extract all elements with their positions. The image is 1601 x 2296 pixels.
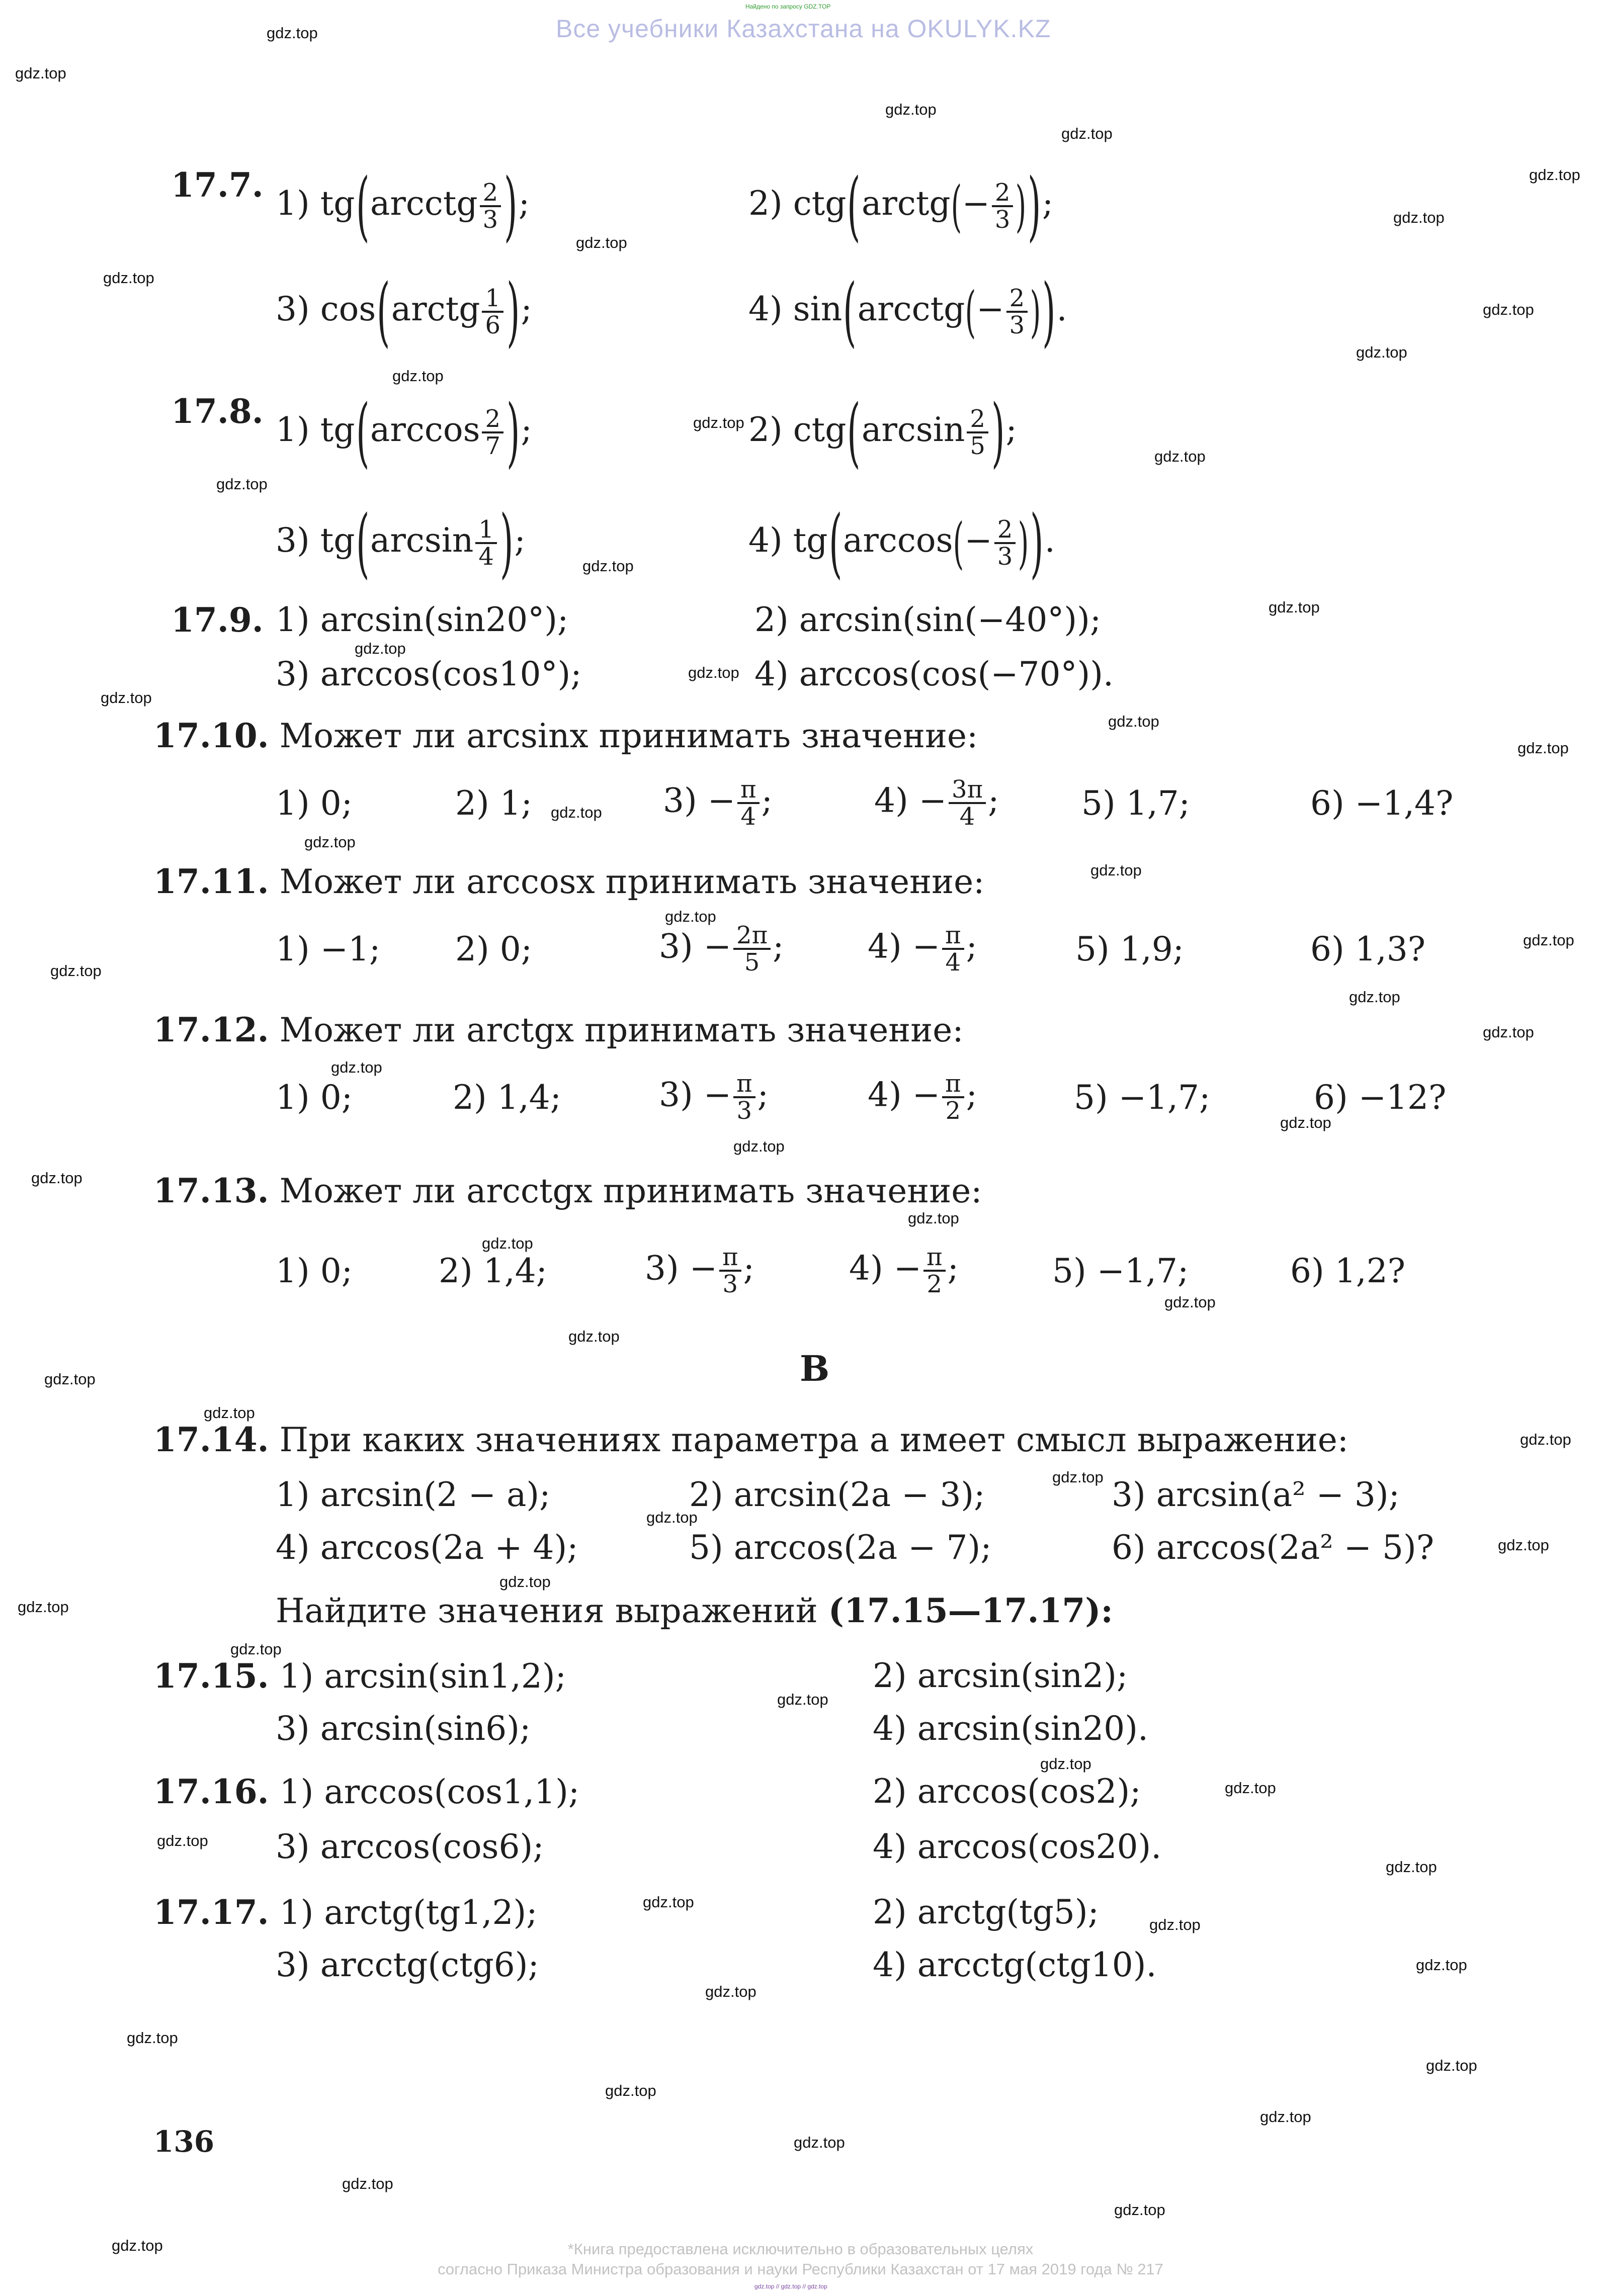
header-source-note: Найдено по запросу GDZ.TOP <box>745 3 831 10</box>
exercise-17-13-option-4: 4) − $\frac{\pi}{2}$ ; <box>849 1243 959 1299</box>
footer-source-links[interactable]: gdz.top // gdz.top // gdz.top <box>754 2283 827 2290</box>
watermark: gdz.top <box>665 908 716 925</box>
watermark: gdz.top <box>267 24 318 42</box>
exercise-17-10-option-4: 4) − $\frac{3\pi}{4}$ ; <box>874 775 999 831</box>
exercise-17-8-item-2: 2) ctg(arcsin $\frac{2}{5}$ ); <box>748 389 1017 476</box>
exercise-17-15-item-4: 4) arcsin(sin20). <box>873 1709 1149 1748</box>
watermark: gdz.top <box>568 1328 620 1345</box>
exercise-17-8-number: 17.8. <box>171 392 264 431</box>
watermark: gdz.top <box>1052 1468 1104 1486</box>
exercise-17-9-item-4: 4) arccos(cos(−70°)). <box>754 655 1114 693</box>
exercise-17-10-option-3: 3) − $\frac{\pi}{4}$ ; <box>663 775 773 831</box>
watermark: gdz.top <box>127 2029 178 2047</box>
exercise-17-8-item-1: 1) tg(arccos $\frac{2}{7}$ ); <box>276 389 532 476</box>
exercise-17-13-option-6: 6) 1,2? <box>1290 1252 1406 1290</box>
watermark: gdz.top <box>342 2175 393 2192</box>
watermark: gdz.top <box>1280 1114 1331 1131</box>
watermark: gdz.top <box>44 1370 96 1388</box>
watermark: gdz.top <box>1225 1779 1276 1797</box>
exercise-17-15-item-3: 3) arcsin(sin6); <box>276 1709 531 1748</box>
footer-note-line-1: *Книга предоставлена исключительно в образовательных целях <box>567 2240 1034 2258</box>
exercise-17-10-option-5: 5) 1,7; <box>1081 784 1190 823</box>
exercise-17-13-option-3: 3) − $\frac{\pi}{3}$ ; <box>645 1243 754 1299</box>
watermark: gdz.top <box>1040 1755 1091 1773</box>
exercise-17-16-item-1: 17.16. 1) arccos(cos1,1); <box>153 1772 580 1811</box>
watermark: gdz.top <box>101 689 152 707</box>
exercise-17-13-option-1: 1) 0; <box>276 1252 353 1290</box>
exercise-17-9-item-2: 2) arcsin(sin(−40°)); <box>754 600 1102 639</box>
watermark: gdz.top <box>908 1209 959 1227</box>
watermark: gdz.top <box>1416 1956 1467 1974</box>
exercise-17-13-question: 17.13. Может ли arcctgx принимать значение: <box>153 1171 982 1210</box>
watermark: gdz.top <box>304 833 356 851</box>
watermark: gdz.top <box>1114 2201 1165 2219</box>
exercise-17-9-item-1: 1) arcsin(sin20°); <box>276 600 569 639</box>
watermark: gdz.top <box>157 1832 208 1849</box>
exercise-17-14-item-2: 2) arcsin(2a − 3); <box>689 1475 985 1514</box>
watermark: gdz.top <box>1393 209 1445 226</box>
exercise-17-11-option-6: 6) 1,3? <box>1310 930 1426 968</box>
exercise-17-8-item-3: 3) tg(arcsin $\frac{1}{4}$ ); <box>276 499 526 587</box>
exercise-17-13-option-2: 2) 1,4; <box>439 1252 547 1290</box>
exercise-17-12-question: 17.12. Может ли arctgx принимать значение: <box>153 1010 964 1049</box>
watermark: gdz.top <box>1349 988 1400 1006</box>
watermark: gdz.top <box>1498 1536 1549 1554</box>
exercise-17-12-option-1: 1) 0; <box>276 1078 353 1117</box>
watermark: gdz.top <box>1483 301 1534 318</box>
exercise-17-14-item-5: 5) arccos(2a − 7); <box>689 1528 992 1567</box>
exercise-17-14-item-1: 1) arcsin(2 − a); <box>276 1475 551 1514</box>
exercise-17-14-item-3: 3) arcsin(a² − 3); <box>1112 1475 1400 1514</box>
exercise-17-12-option-4: 4) − $\frac{\pi}{2}$ ; <box>868 1070 977 1125</box>
exercise-17-14-question: 17.14. При каких значениях параметра a имеет смысл выражение: <box>153 1420 1349 1459</box>
exercise-17-7-item-3: 3) cos(arctg $\frac{1}{6}$ ); <box>276 268 532 356</box>
exercise-17-17-item-4: 4) arcctg(ctg10). <box>873 1946 1157 1984</box>
watermark: gdz.top <box>1108 713 1159 730</box>
exercise-17-11-question: 17.11. Может ли arccosx принимать значение: <box>153 862 985 901</box>
exercise-17-7-item-4: 4) sin(arcctg(− $\frac{2}{3}$ )). <box>748 268 1067 356</box>
watermark: gdz.top <box>643 1893 694 1911</box>
watermark: gdz.top <box>646 1509 698 1526</box>
watermark: gdz.top <box>50 962 102 980</box>
watermark: gdz.top <box>1061 125 1113 142</box>
watermark: gdz.top <box>15 64 66 82</box>
exercise-17-12-option-2: 2) 1,4; <box>453 1078 561 1117</box>
watermark: gdz.top <box>392 367 444 385</box>
exercise-17-11-option-3: 3) − $\frac{2\pi}{5}$ ; <box>659 921 784 977</box>
exercise-17-11-option-4: 4) − $\frac{\pi}{4}$ ; <box>868 921 977 977</box>
watermark: gdz.top <box>1356 343 1407 361</box>
exercise-17-16-item-2: 2) arccos(cos2); <box>873 1772 1141 1811</box>
footer-note-line-2: согласно Приказа Министра образования и науки Республики Казахстан от 17 мая 2019 года № 217 <box>438 2260 1163 2278</box>
watermark: gdz.top <box>1164 1293 1216 1311</box>
watermark: gdz.top <box>1483 1023 1534 1041</box>
watermark: gdz.top <box>230 1640 282 1658</box>
watermark: gdz.top <box>1518 739 1569 757</box>
watermark: gdz.top <box>582 557 634 575</box>
exercise-17-7-item-2: 2) ctg(arctg(− $\frac{2}{3}$ )); <box>748 162 1054 250</box>
exercise-17-9-item-3: 3) arccos(cos10°); <box>276 655 582 693</box>
watermark: gdz.top <box>777 1691 828 1708</box>
watermark: gdz.top <box>576 234 627 251</box>
watermark: gdz.top <box>216 475 268 493</box>
exercise-17-10-option-1: 1) 0; <box>276 784 353 823</box>
watermark: gdz.top <box>1426 2057 1477 2074</box>
exercise-17-9-number: 17.9. <box>171 600 264 640</box>
header-site-banner[interactable]: Все учебники Казахстана на OKULYK.KZ <box>556 15 1051 43</box>
watermark: gdz.top <box>103 269 154 287</box>
watermark: gdz.top <box>1260 2108 1311 2126</box>
exercise-17-7-item-1: 1) tg(arcctg $\frac{2}{3}$ ); <box>276 162 530 250</box>
section-heading-b: В <box>800 1348 830 1389</box>
exercise-17-15-item-1: 17.15. 1) arcsin(sin1,2); <box>153 1656 566 1696</box>
watermark: gdz.top <box>1520 1431 1571 1448</box>
watermark: gdz.top <box>1154 448 1206 465</box>
exercise-17-16-item-3: 3) arccos(cos6); <box>276 1827 544 1866</box>
exercise-17-10-question: 17.10. Может ли arcsinx принимать значение: <box>153 716 978 755</box>
watermark: gdz.top <box>693 414 744 431</box>
watermark: gdz.top <box>885 101 937 118</box>
exercise-17-11-option-5: 5) 1,9; <box>1075 930 1184 968</box>
watermark: gdz.top <box>688 664 739 681</box>
watermark: gdz.top <box>1523 931 1574 949</box>
watermark: gdz.top <box>705 1983 756 2000</box>
watermark: gdz.top <box>1269 598 1320 616</box>
exercise-17-12-option-6: 6) −12? <box>1314 1078 1447 1117</box>
exercise-17-7-number: 17.7. <box>171 165 264 205</box>
exercise-17-10-option-2: 2) 1; <box>455 784 532 823</box>
watermark: gdz.top <box>1386 1858 1437 1876</box>
exercise-17-11-option-1: 1) −1; <box>276 930 381 968</box>
watermark: gdz.top <box>551 804 602 821</box>
watermark: gdz.top <box>733 1137 785 1155</box>
exercise-17-16-item-4: 4) arccos(cos20). <box>873 1827 1162 1866</box>
exercise-17-10-option-6: 6) −1,4? <box>1310 784 1454 823</box>
instruction-line: Найдите значения выражений (17.15—17.17): <box>276 1591 1113 1630</box>
exercise-17-13-option-5: 5) −1,7; <box>1052 1252 1189 1290</box>
watermark: gdz.top <box>1529 166 1580 184</box>
exercise-17-17-item-1: 17.17. 1) arctg(tg1,2); <box>153 1893 538 1932</box>
watermark: gdz.top <box>482 1234 533 1252</box>
watermark: gdz.top <box>204 1404 255 1422</box>
watermark: gdz.top <box>331 1058 382 1076</box>
exercise-17-17-item-3: 3) arcctg(ctg6); <box>276 1946 539 1984</box>
watermark: gdz.top <box>31 1169 82 1187</box>
exercise-17-12-option-3: 3) − $\frac{\pi}{3}$ ; <box>659 1070 769 1125</box>
watermark: gdz.top <box>499 1573 551 1591</box>
exercise-17-14-item-6: 6) arccos(2a² − 5)? <box>1112 1528 1435 1567</box>
page-number: 136 <box>153 2125 215 2159</box>
watermark: gdz.top <box>18 1598 69 1616</box>
exercise-17-11-option-2: 2) 0; <box>455 930 532 968</box>
exercise-17-8-item-4: 4) tg(arccos(− $\frac{2}{3}$ )). <box>748 499 1055 587</box>
watermark: gdz.top <box>112 2237 163 2254</box>
watermark: gdz.top <box>605 2082 656 2099</box>
watermark: gdz.top <box>1090 861 1142 879</box>
exercise-17-15-item-2: 2) arcsin(sin2); <box>873 1656 1128 1695</box>
watermark: gdz.top <box>355 640 406 657</box>
exercise-17-17-item-2: 2) arctg(tg5); <box>873 1893 1099 1931</box>
exercise-17-12-option-5: 5) −1,7; <box>1074 1078 1211 1117</box>
watermark: gdz.top <box>794 2134 845 2151</box>
exercise-17-14-item-4: 4) arccos(2a + 4); <box>276 1528 578 1567</box>
watermark: gdz.top <box>1149 1916 1201 1933</box>
